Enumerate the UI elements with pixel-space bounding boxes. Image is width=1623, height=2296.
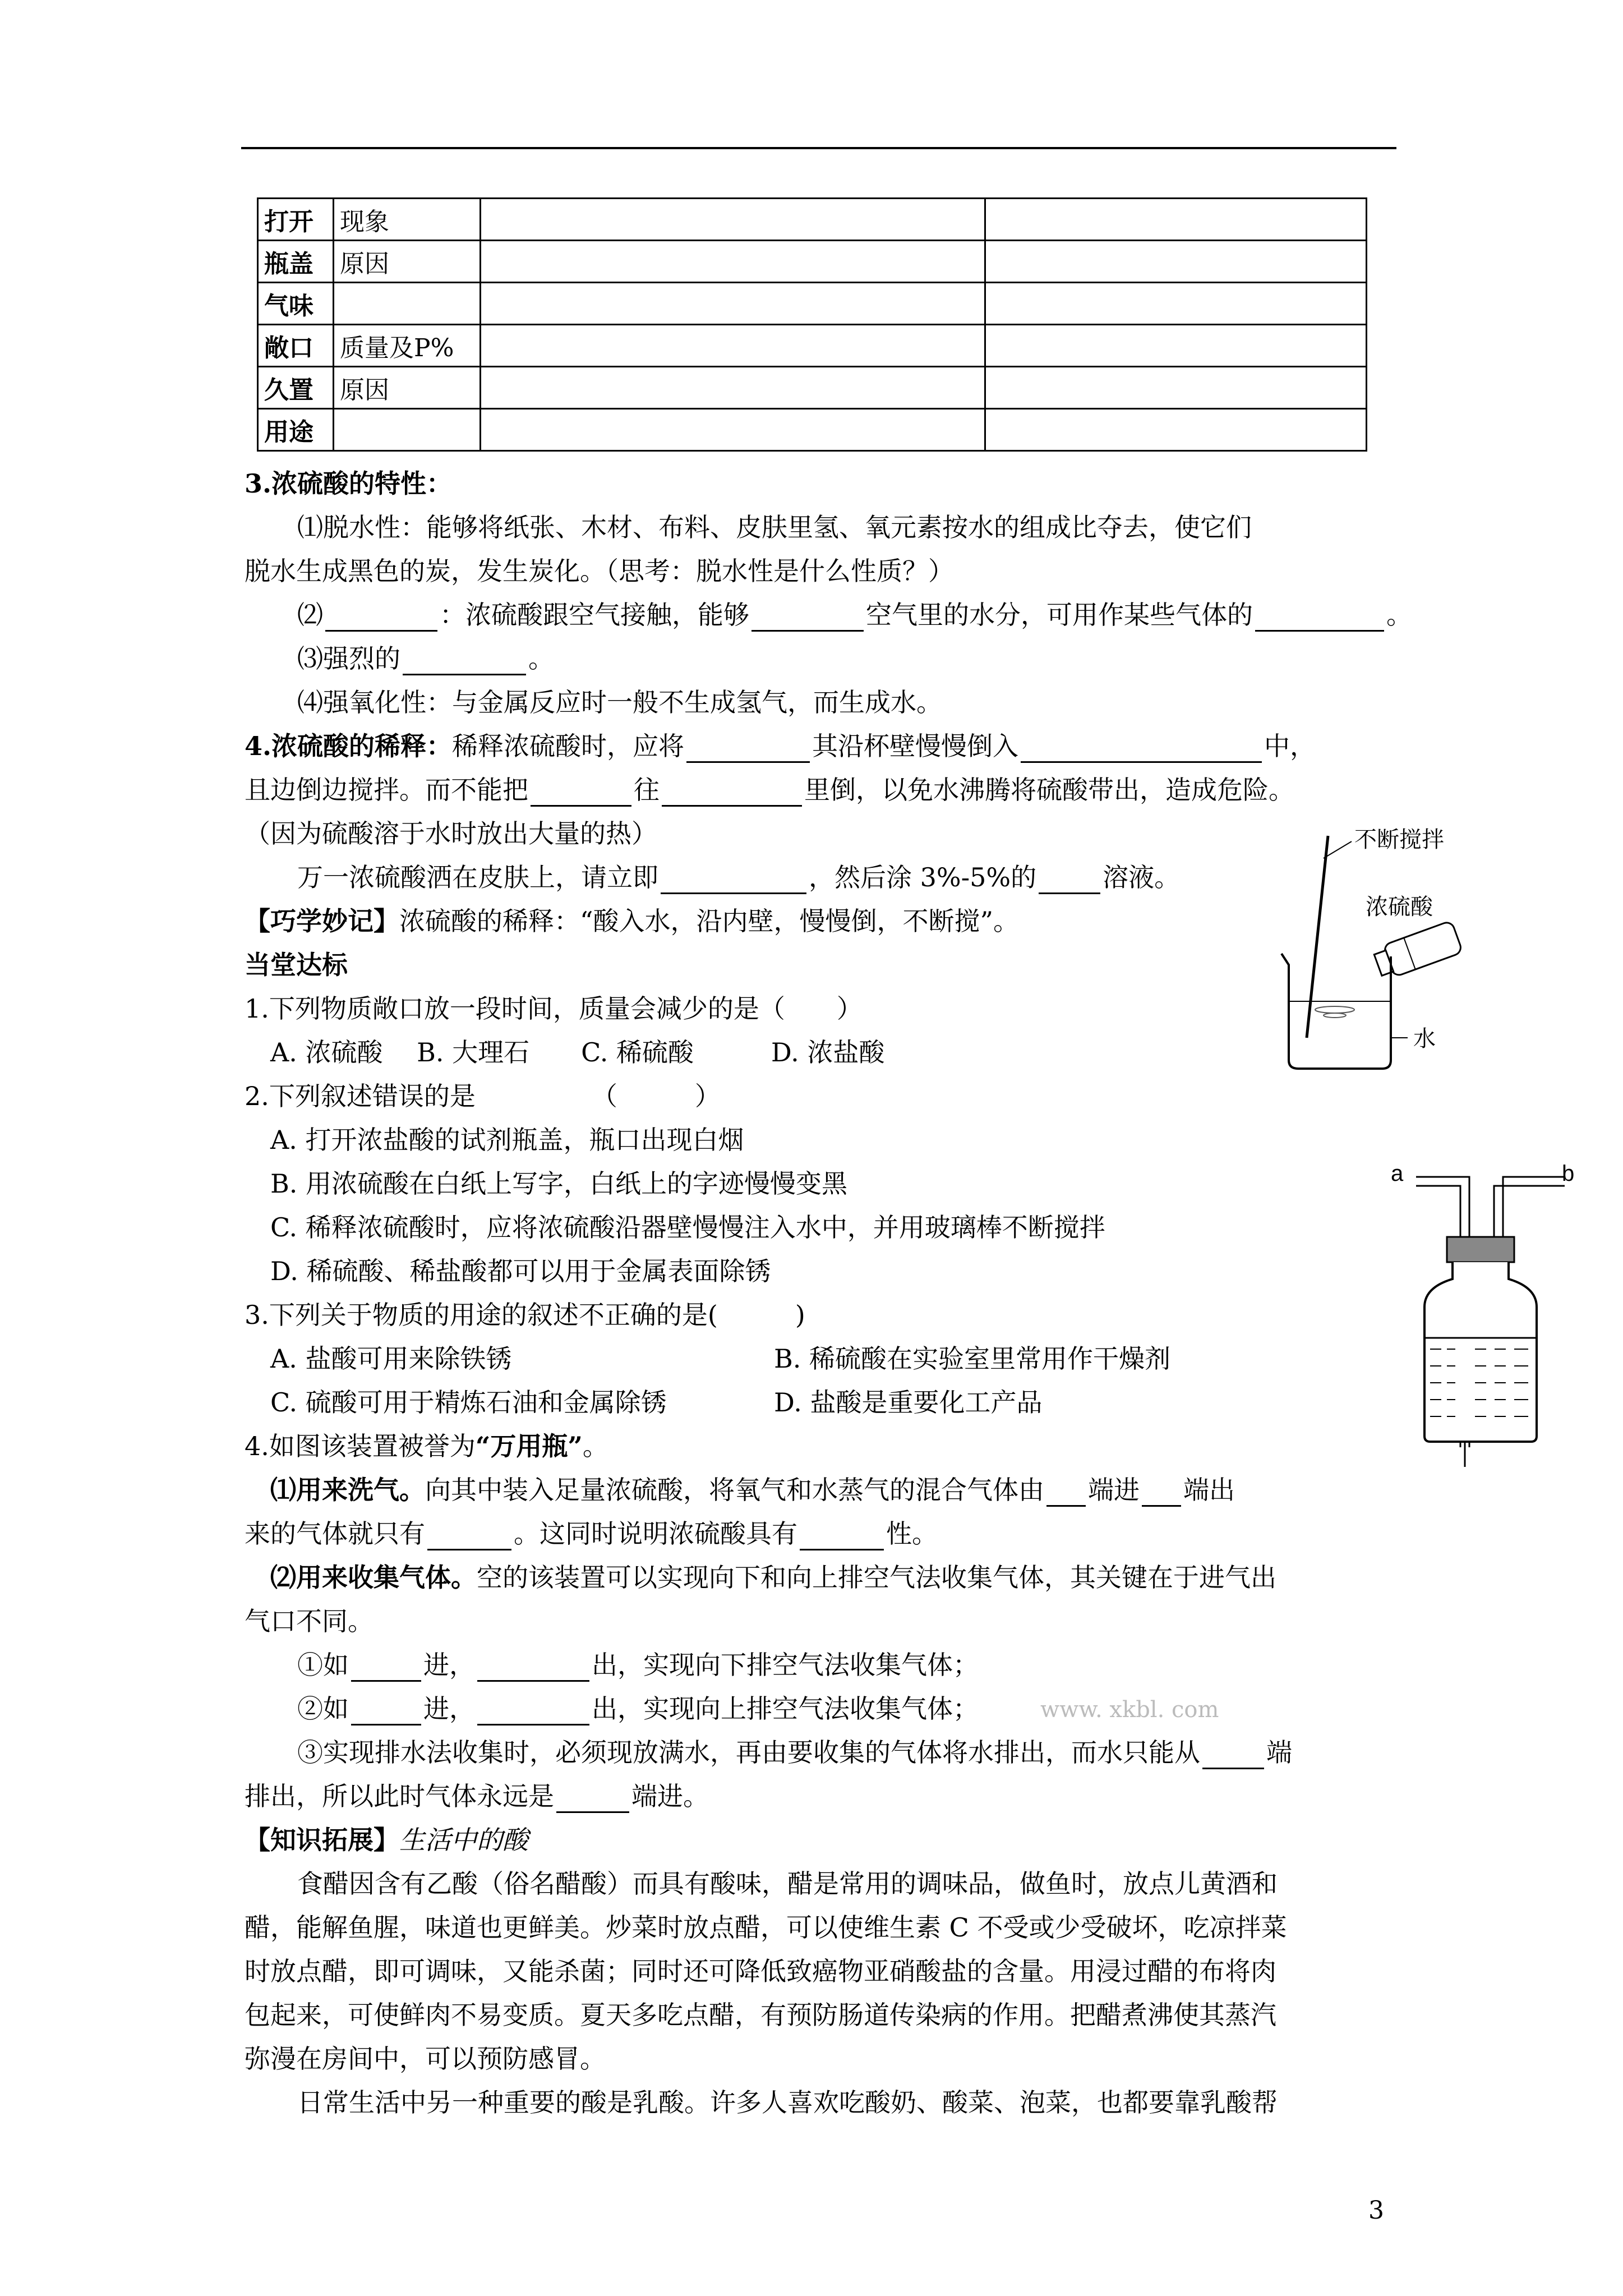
text: ，然后涂 3%-5%的: [809, 862, 1037, 892]
text: ：浓硫酸跟空气接触，能够: [440, 600, 749, 630]
watermark: www. xkbl. com: [1040, 1697, 1219, 1723]
blank-field[interactable]: [1255, 605, 1384, 632]
blank-field[interactable]: [477, 1699, 589, 1726]
text: 4.如图该装置被誉为: [245, 1431, 476, 1461]
text: ⑵用来收集气体。: [270, 1562, 477, 1593]
label-b: b: [1562, 1161, 1575, 1186]
table-cell: [985, 409, 1367, 451]
text: 万一浓硫酸洒在皮肤上，请立即: [297, 862, 658, 892]
q3-option-d: D. 盐酸是重要化工产品: [774, 1387, 1043, 1418]
table-cell: 原因: [334, 367, 481, 409]
q4-part1-line1: [270, 1473, 1235, 1507]
text: 进，: [423, 1650, 475, 1680]
text: 端: [1266, 1737, 1292, 1768]
q3-option-a: A. 盐酸可用来除铁锈: [270, 1343, 512, 1374]
table-cell: [481, 409, 985, 451]
section-3-heading: 3.浓硫酸的特性：: [245, 468, 453, 499]
q4-case2: [297, 1692, 979, 1726]
s4-line3: （因为硫酸溶于水时放出大量的热）: [245, 818, 657, 849]
page-number: 3: [1368, 2196, 1384, 2225]
table-cell: 现象: [334, 199, 481, 241]
label-stirring: 不断搅拌: [1354, 827, 1444, 852]
table-cell: [985, 283, 1367, 325]
blank-field[interactable]: [662, 780, 802, 807]
table-cell: [481, 367, 985, 409]
extension-heading: [245, 1823, 528, 1857]
text: 里倒，以免水沸腾将硫酸带出，造成危险。: [804, 775, 1294, 805]
text: 。: [582, 1431, 608, 1461]
blank-field[interactable]: [686, 737, 810, 763]
table-cell: [985, 325, 1367, 367]
text: ⑴用来洗气。: [270, 1475, 425, 1505]
blank-field[interactable]: [351, 1699, 421, 1726]
question-3: 3.下列关于物质的用途的叙述不正确的是( ): [245, 1300, 805, 1330]
table-cell: 质量及P%: [334, 325, 481, 367]
label-conc-acid: 浓硫酸: [1366, 895, 1433, 919]
text: 往: [634, 775, 660, 805]
table-cell: 久置: [258, 367, 334, 409]
q3-option-b: B. 稀硫酸在实验室里常用作干燥剂: [774, 1343, 1171, 1374]
blank-field[interactable]: [1021, 737, 1262, 763]
table-cell: 原因: [334, 241, 481, 283]
table-cell: [985, 367, 1367, 409]
blank-field[interactable]: [800, 1524, 884, 1550]
table-cell: 打开: [258, 199, 334, 241]
blank-field[interactable]: [1046, 1480, 1086, 1507]
text: 。: [528, 643, 554, 674]
blank-field[interactable]: [531, 780, 631, 807]
text: 稀释浓硫酸时，应将: [452, 731, 685, 761]
blank-field[interactable]: [427, 1524, 511, 1550]
text: 端进: [1088, 1475, 1140, 1505]
text: ③实现排水法收集时，必须现放满水，再由要收集的气体将水排出，而水只能从: [297, 1737, 1200, 1768]
blank-field[interactable]: [351, 1655, 421, 1682]
table-row: [258, 241, 1367, 283]
s4-line4: [297, 861, 1180, 894]
q2-option-b: B. 用浓硫酸在白纸上写字，白纸上的字迹慢慢变黑: [270, 1168, 848, 1199]
table-row: [258, 199, 1367, 241]
table-cell: 用途: [258, 409, 334, 451]
text: ①如: [297, 1650, 349, 1680]
label-a: a: [1391, 1161, 1404, 1186]
s3-dehydration-line1: ⑴脱水性：能够将纸张、木材、布料、皮肤里氢、氧元素按水的组成比夺去，使它们: [297, 512, 1252, 542]
table-cell: 瓶盖: [258, 241, 334, 283]
table-cell: 气味: [258, 283, 334, 325]
practice-heading: 当堂达标: [245, 950, 348, 980]
text: 生活中的酸: [399, 1825, 528, 1855]
question-1: 1.下列物质敞口放一段时间，质量会减少的是（ ）: [245, 993, 863, 1024]
table-cell: [334, 409, 481, 451]
extension-paragraph-line: 食醋因含有乙酸（俗名醋酸）而具有酸味，醋是常用的调味品，做鱼时，放点儿黄酒和: [297, 1869, 1278, 1899]
question-1-options: A. 浓硫酸 B. 大理石 C. 稀硫酸 D. 浓盐酸: [270, 1037, 885, 1068]
table-row: [258, 367, 1367, 409]
table-cell: [334, 283, 481, 325]
text: 空的该装置可以实现向下和向上排空气法收集气体，其关键在于进气出: [477, 1562, 1276, 1593]
text: 向其中装入足量浓硫酸，将氧气和水蒸气的混合气体由: [425, 1475, 1044, 1505]
header-rule: [241, 147, 1396, 149]
s3-hygroscopic-line: [297, 598, 1412, 632]
section-4-heading: 4.浓硫酸的稀释：: [245, 731, 453, 761]
q2-option-c: C. 稀释浓硫酸时，应将浓硫酸沿器壁慢慢注入水中，并用玻璃棒不断搅拌: [270, 1212, 1105, 1243]
blank-field[interactable]: [1039, 868, 1100, 894]
q4-part2-line1: [270, 1561, 1276, 1594]
label-water: 水: [1413, 1027, 1436, 1051]
text: ⑵: [297, 600, 323, 630]
table-row: [258, 283, 1367, 325]
dilution-beaker-figure: [1273, 825, 1486, 1088]
text: 溶液。: [1103, 862, 1181, 892]
gas-bottle-figure: [1391, 1156, 1581, 1492]
s3-dehydration-line2: 脱水生成黑色的炭，发生炭化。（思考：脱水性是什么性质？）: [245, 556, 954, 586]
text: 出，实现向下排空气法收集气体；: [592, 1650, 979, 1680]
table-row: [258, 325, 1367, 367]
q2-option-a: A. 打开浓盐酸的试剂瓶盖，瓶口出现白烟: [270, 1125, 744, 1155]
blank-field[interactable]: [661, 868, 806, 894]
q3-option-c: C. 硫酸可用于精炼石油和金属除锈: [270, 1387, 667, 1418]
text: 进，: [423, 1694, 475, 1724]
table-cell: 敞口: [258, 325, 334, 367]
text: ②如: [297, 1694, 349, 1724]
blank-field[interactable]: [751, 605, 864, 632]
table-cell: [985, 241, 1367, 283]
table-cell: [481, 241, 985, 283]
blank-field[interactable]: [1142, 1480, 1181, 1507]
table-cell: [481, 325, 985, 367]
s4-line2: [245, 773, 1294, 807]
memory-tip: [245, 904, 1019, 938]
text: 排出，所以此时气体永远是: [245, 1781, 554, 1811]
text: “万用瓶”: [475, 1431, 583, 1461]
q2-option-d: D. 稀硫酸、稀盐酸都可以用于金属表面除锈: [270, 1256, 771, 1286]
q4-part2-line2: 气口不同。: [245, 1606, 374, 1636]
text: 且边倒边搅拌。而不能把: [245, 775, 528, 805]
extension-paragraph-line: 时放点醋，即可调味，又能杀菌；同时还可降低致癌物亚硝酸盐的含量。用浸过醋的布将肉: [245, 1956, 1276, 1986]
text: 端进。: [631, 1781, 709, 1811]
table-cell: [481, 283, 985, 325]
extension-paragraph-line: 包起来，可使鲜肉不易变质。夏天多吃点醋，有预防肠道传染病的作用。把醋煮沸使其蒸汽: [245, 2000, 1276, 2030]
text: 出，实现向上排空气法收集气体；: [592, 1694, 979, 1724]
text: 性。: [886, 1519, 938, 1549]
property-table: [257, 197, 1367, 452]
extension-paragraph-line: 醋，能解鱼腥，味道也更鲜美。炒菜时放点醋，可以使维生素 C 不受或少受破坏，吃凉拌菜: [245, 1912, 1287, 1943]
blank-field[interactable]: [325, 605, 437, 632]
table-cell: [985, 199, 1367, 241]
blank-field[interactable]: [403, 649, 526, 675]
text: 来的气体就只有: [245, 1519, 425, 1549]
question-2: 2.下列叙述错误的是 （ ）: [245, 1081, 721, 1111]
q4-part1-line2: [245, 1517, 938, 1550]
q4-case3-line2: [245, 1779, 709, 1813]
s3-corrosive-line: [297, 642, 554, 675]
text: ⑶强烈的: [297, 643, 400, 674]
extension-paragraph-line: 弥漫在房间中，可以预防感冒。: [245, 2044, 606, 2074]
text: 其沿杯壁慢慢倒入: [812, 731, 1019, 761]
text: 。: [1386, 600, 1412, 630]
blank-field[interactable]: [477, 1655, 589, 1682]
table-row: [258, 409, 1367, 451]
question-4: [245, 1429, 608, 1463]
text: 浓硫酸的稀释：“酸入水，沿内壁，慢慢倒，不断搅”。: [399, 906, 1020, 936]
table-cell: [481, 199, 985, 241]
s3-oxidizing-line: ⑷强氧化性：与金属反应时一般不生成氢气，而生成水。: [297, 687, 942, 717]
tip-heading: 【巧学妙记】: [245, 906, 399, 936]
text: 中，: [1264, 731, 1316, 761]
text: 【知识拓展】: [245, 1825, 399, 1855]
s4-line1: [245, 729, 1316, 763]
q4-case3-line1: [297, 1736, 1292, 1769]
text: 。这同时说明浓硫酸具有: [514, 1519, 797, 1549]
extension-paragraph-line: 日常生活中另一种重要的酸是乳酸。许多人喜欢吃酸奶、酸菜、泡菜，也都要靠乳酸帮: [297, 2087, 1278, 2118]
text: 空气里的水分，可用作某些气体的: [866, 600, 1253, 630]
q4-case1: [297, 1648, 979, 1682]
blank-field[interactable]: [1202, 1743, 1264, 1769]
text: 端出: [1183, 1475, 1235, 1505]
blank-field[interactable]: [556, 1787, 629, 1813]
